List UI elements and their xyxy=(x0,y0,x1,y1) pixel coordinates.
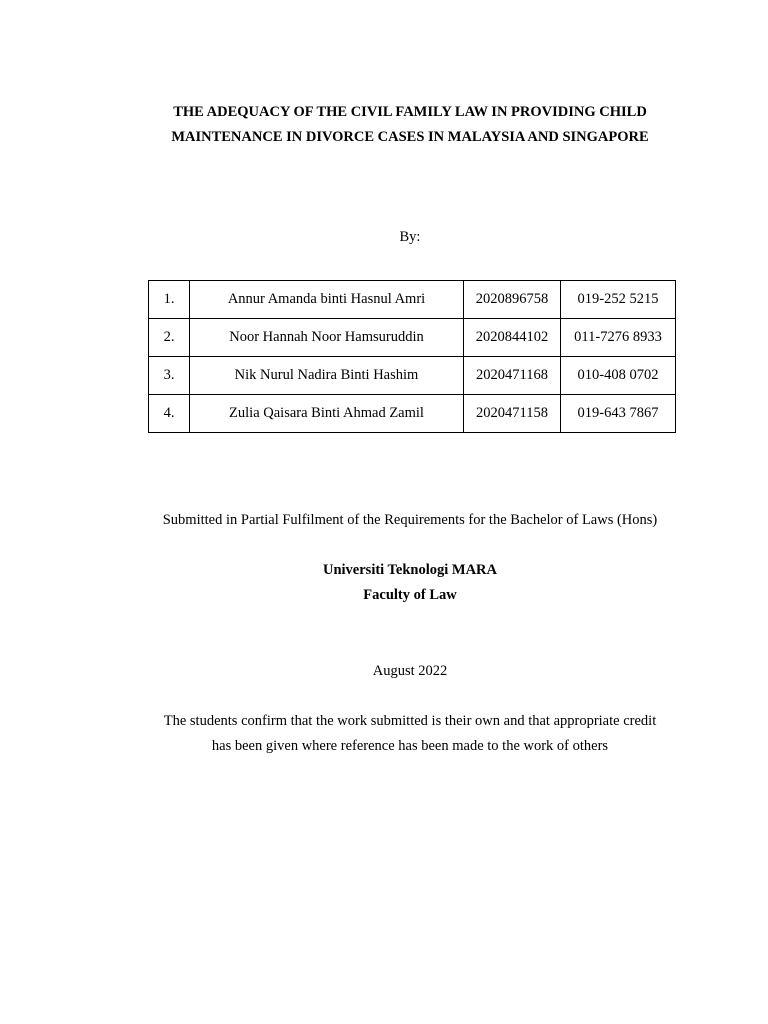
author-student-id: 2020844102 xyxy=(464,319,561,357)
by-label: By: xyxy=(399,229,421,245)
table-row xyxy=(149,281,676,319)
author-phone: 010-408 0702 xyxy=(561,357,676,395)
author-student-id: 2020471168 xyxy=(464,357,561,395)
confirmation-line-1: The students confirm that the work submitted is their own and that appropriate credit xyxy=(163,713,657,729)
author-name: Annur Amanda binti Hasnul Amri xyxy=(190,281,464,319)
author-phone: 019-252 5215 xyxy=(561,281,676,319)
table-row xyxy=(149,319,676,357)
document-title-line-2: MAINTENANCE IN DIVORCE CASES IN MALAYSIA AND SINGAPORE xyxy=(171,129,649,145)
author-name: Noor Hannah Noor Hamsuruddin xyxy=(190,319,464,357)
author-name: Nik Nurul Nadira Binti Hashim xyxy=(190,357,464,395)
author-student-id: 2020896758 xyxy=(464,281,561,319)
author-number: 2. xyxy=(149,319,190,357)
author-name: Zulia Qaisara Binti Ahmad Zamil xyxy=(190,395,464,433)
table-row xyxy=(149,395,676,433)
author-student-id: 2020471158 xyxy=(464,395,561,433)
author-number: 3. xyxy=(149,357,190,395)
document-title-line-1: THE ADEQUACY OF THE CIVIL FAMILY LAW IN PROVIDING CHILD xyxy=(173,104,647,120)
confirmation-line-2: has been given where reference has been made to the work of others xyxy=(211,738,609,754)
university-name: Universiti Teknologi MARA xyxy=(322,562,497,578)
author-phone: 011-7276 8933 xyxy=(561,319,676,357)
submission-date: August 2022 xyxy=(372,663,448,679)
faculty-name: Faculty of Law xyxy=(363,587,457,603)
author-number: 1. xyxy=(149,281,190,319)
author-phone: 019-643 7867 xyxy=(561,395,676,433)
submission-statement: Submitted in Partial Fulfilment of the Requirements for the Bachelor of Laws (Hons) xyxy=(162,512,658,528)
authors-table xyxy=(148,280,676,433)
table-row xyxy=(149,357,676,395)
author-number: 4. xyxy=(149,395,190,433)
